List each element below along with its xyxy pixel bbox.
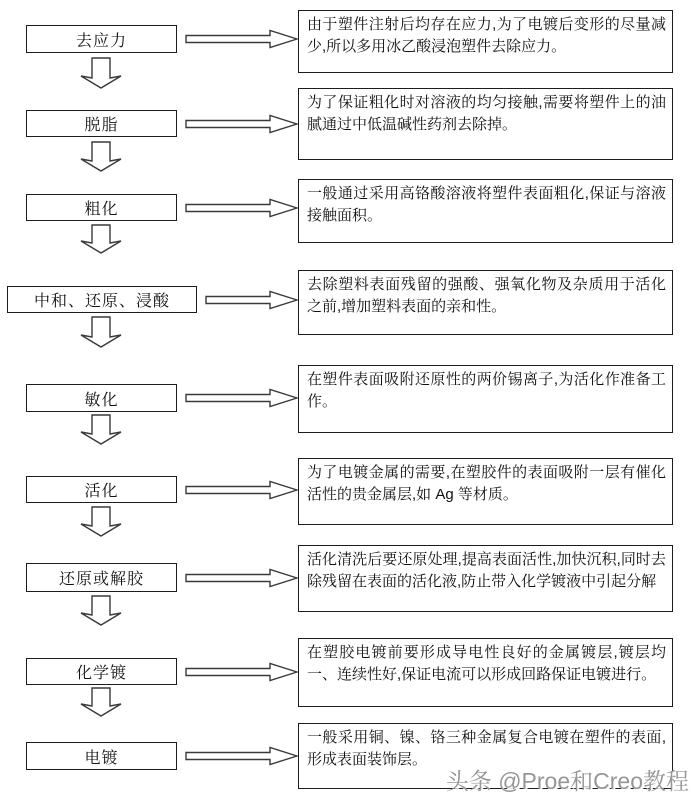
right-arrow-icon: [185, 568, 298, 588]
right-arrow-icon: [185, 29, 298, 49]
step-label: 还原或解胶: [58, 571, 144, 588]
down-arrow-icon: [80, 57, 122, 89]
step-label: 化学镀: [75, 665, 127, 682]
step-description: 由于塑件注射后均存在应力,为了电镀后变形的尽量减少,所以多用冰乙酸浸泡塑件去除应力。: [307, 16, 666, 55]
step-description: 为了保证粗化时对溶液的均匀接触,需要将塑件上的油腻通过中低温碱性药剂去除掉。: [307, 94, 666, 133]
watermark: 头条 @Proe和Creo教程: [445, 768, 689, 794]
step-label: 活化: [84, 483, 119, 500]
step-description-box: [298, 458, 673, 525]
step-description-box: [298, 88, 673, 160]
step-description-box: [298, 10, 673, 73]
step-box: [26, 742, 177, 770]
down-arrow-icon: [80, 506, 122, 537]
down-arrow-icon: [80, 414, 122, 445]
step-description: 一般通过采用高铬酸溶液将塑件表面粗化,保证与溶液接触面积。: [307, 185, 666, 224]
step-description-box: [298, 545, 673, 612]
down-arrow-icon: [80, 595, 122, 626]
step-description-box: [298, 270, 673, 335]
down-arrow-icon: [80, 687, 122, 717]
step-box: [26, 563, 177, 592]
step-box: [26, 25, 177, 53]
step-label: 敏化: [84, 391, 119, 409]
right-arrow-icon: [205, 290, 298, 310]
step-description: 活化清洗后要还原处理,提高表面活性,加快沉积,同时去除残留在表面的活化液,防止带入化学镀液中引起分解: [307, 551, 666, 590]
step-box: [26, 658, 177, 685]
down-arrow-icon: [80, 224, 122, 254]
step-box: [26, 110, 177, 137]
step-box: [7, 286, 197, 313]
right-arrow-icon: [185, 388, 298, 408]
step-description: 为了电镀金属的需要,在塑胶件的表面吸附一层有催化活性的贵金属层,如 Ag 等材质。: [307, 464, 666, 503]
step-description: 去除塑料表面残留的强酸、强氧化物及杂质用于活化之前,增加塑料表面的亲和性。: [307, 276, 666, 315]
right-arrow-icon: [185, 198, 298, 218]
step-box: [26, 194, 177, 221]
step-label: 脱脂: [84, 117, 119, 134]
step-description: 在塑件表面吸附还原性的两价锡离子,为活化作准备工作。: [307, 371, 666, 410]
right-arrow-icon: [185, 662, 298, 682]
step-description-box: [298, 179, 673, 243]
step-box: [26, 384, 177, 412]
right-arrow-icon: [185, 746, 298, 766]
down-arrow-icon: [80, 316, 122, 348]
step-description: 一般采用铜、镍、铬三种金属复合电镀在塑件的表面,形成表面装饰层。: [307, 729, 666, 768]
step-description-box: [298, 365, 673, 433]
down-arrow-icon: [80, 141, 122, 172]
step-label: 去应力: [75, 32, 127, 50]
step-box: [26, 476, 177, 503]
step-label: 中和、还原、浸酸: [33, 293, 170, 310]
step-description: 在塑胶电镀前要形成导电性良好的金属镀层,镀层均一、连续性好,保证电流可以形成回路保证电镀进行。: [307, 644, 666, 683]
step-label: 电镀: [84, 749, 119, 767]
right-arrow-icon: [185, 480, 298, 500]
step-label: 粗化: [84, 201, 119, 218]
step-description-box: [298, 638, 673, 707]
right-arrow-icon: [185, 114, 298, 134]
